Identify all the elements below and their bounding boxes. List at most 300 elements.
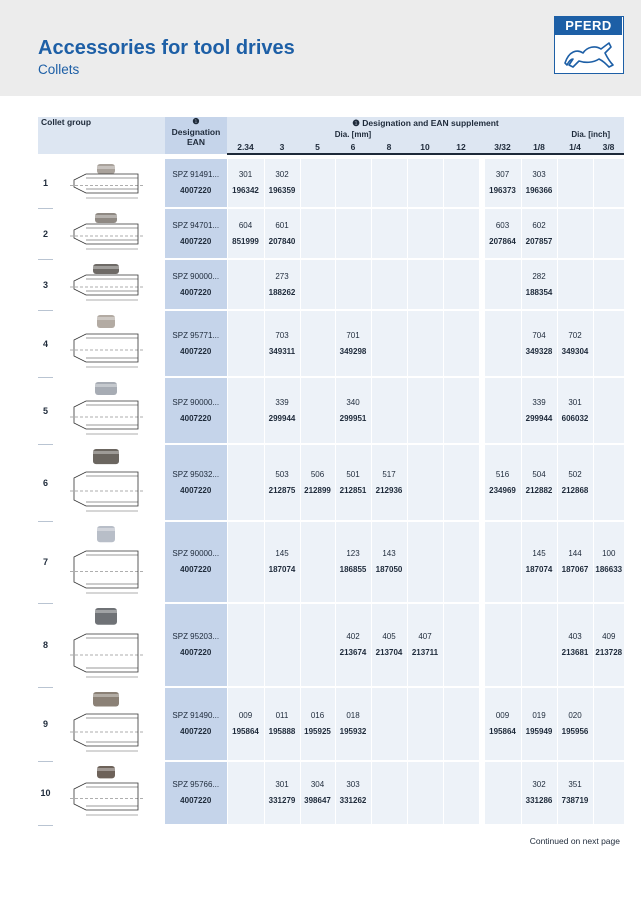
ean-suffix: 349311 — [268, 346, 296, 356]
designation-suffix: 018 — [346, 711, 360, 720]
ean-suffix: 212882 — [525, 485, 553, 495]
ean-suffix: 331279 — [268, 796, 296, 805]
designation-suffix — [301, 269, 335, 285]
inch-value-cell — [484, 521, 521, 603]
designation-suffix — [408, 777, 443, 793]
mm-value-cell — [443, 761, 479, 825]
ean-suffix — [594, 344, 625, 360]
ean-suffix — [301, 234, 335, 250]
inch-value-cell — [484, 259, 521, 310]
ean-suffix — [372, 724, 407, 740]
mm-value-cell — [443, 603, 479, 687]
ean-suffix — [301, 285, 335, 301]
col-header: 1/4 — [557, 141, 593, 154]
page-title: Accessories for tool drives — [38, 37, 295, 59]
mm-value-cell — [335, 259, 371, 310]
designation-suffix — [408, 218, 443, 234]
logo-text: PFERD — [555, 17, 622, 35]
ean-text: 4007220 — [180, 648, 212, 657]
collet-group-number: 10 — [38, 761, 53, 825]
designation-suffix — [558, 269, 593, 285]
col-header: 1/8 — [521, 141, 557, 154]
table-row — [38, 377, 624, 444]
ean-suffix: 187050 — [375, 565, 403, 574]
designation-cell — [165, 761, 227, 825]
horse-icon — [559, 37, 619, 71]
designation-suffix: 020 — [568, 711, 582, 720]
designation-suffix — [228, 269, 264, 285]
designation-suffix — [522, 629, 557, 645]
mm-value-cell — [407, 159, 443, 208]
ean-suffix — [444, 411, 480, 427]
designation-suffix — [558, 167, 593, 183]
col-header: 3/32 — [484, 141, 521, 154]
ean-suffix — [485, 344, 521, 360]
designation-suffix — [228, 777, 264, 793]
inch-value-cell — [593, 259, 624, 310]
designation-header: ❶ Designation EAN — [165, 117, 227, 154]
ean-suffix: 213674 — [339, 648, 367, 657]
ean-suffix — [444, 724, 480, 740]
page-header — [0, 0, 641, 96]
ean-suffix — [558, 234, 593, 250]
designation-suffix — [228, 467, 264, 483]
designation-suffix: 516 — [495, 469, 510, 479]
collet-group-number: 5 — [38, 377, 53, 444]
designation-suffix: 016 — [310, 711, 325, 720]
ean-suffix — [594, 285, 625, 301]
mm-value-cell — [443, 687, 479, 761]
ean-suffix — [485, 793, 521, 809]
ean-suffix — [594, 234, 625, 250]
collet-group-header: Collet group — [38, 117, 165, 154]
mm-value-cell — [371, 687, 407, 761]
ean-suffix — [408, 562, 443, 578]
ean-suffix — [485, 562, 521, 578]
ean-suffix: 195864 — [232, 727, 259, 736]
inch-value-cell — [484, 761, 521, 825]
ean-suffix — [408, 724, 443, 740]
table-body — [38, 154, 624, 825]
designation-cell — [165, 687, 227, 761]
ean-suffix — [408, 234, 443, 250]
ean-suffix — [372, 411, 407, 427]
mm-value-cell — [443, 310, 479, 377]
ean-suffix: 349298 — [339, 346, 367, 356]
ean-suffix — [408, 183, 443, 199]
designation-suffix — [372, 269, 407, 285]
ean-suffix — [372, 344, 407, 360]
ean-suffix — [444, 483, 480, 499]
designation-suffix: 602 — [532, 220, 546, 230]
designation-suffix: 506 — [310, 469, 325, 479]
mm-value-cell — [371, 603, 407, 687]
ean-suffix: 213728 — [595, 648, 623, 657]
table-row — [38, 259, 624, 310]
designation-suffix — [444, 629, 480, 645]
designation-suffix — [444, 269, 480, 285]
designation-suffix — [594, 395, 625, 411]
inch-value-cell — [557, 761, 593, 825]
designation-suffix — [301, 629, 335, 645]
mm-value-cell — [227, 310, 264, 377]
inch-value-cell — [484, 444, 521, 521]
ean-suffix — [372, 234, 407, 250]
mm-value-cell — [227, 603, 264, 687]
ean-suffix: 213711 — [411, 648, 439, 657]
inch-value-cell — [593, 208, 624, 259]
inch-value-cell — [521, 603, 557, 687]
collet-drawing — [53, 687, 165, 761]
ean-suffix — [228, 344, 264, 360]
inch-value-cell — [557, 159, 593, 208]
designation-cell — [165, 377, 227, 444]
designation-suffix — [228, 546, 264, 562]
inch-value-cell — [557, 259, 593, 310]
ean-suffix — [444, 562, 480, 578]
mm-value-cell — [300, 521, 335, 603]
ean-suffix: 187074 — [268, 565, 296, 574]
mm-value-cell — [335, 603, 371, 687]
ean-suffix: 195888 — [268, 727, 296, 736]
ean-suffix — [228, 793, 264, 809]
ean-suffix — [228, 411, 264, 427]
designation-text: SPZ 90000... — [172, 397, 220, 407]
designation-cell — [165, 444, 227, 521]
mm-value-cell — [300, 208, 335, 259]
designation-suffix: 123 — [346, 549, 360, 558]
collet-drawing — [53, 761, 165, 825]
designation-suffix: 303 — [532, 170, 546, 179]
ean-suffix: 196342 — [232, 186, 259, 195]
designation-suffix — [485, 328, 521, 344]
designation-suffix: 503 — [275, 469, 289, 479]
mm-value-cell — [264, 377, 300, 444]
ean-suffix: 187074 — [525, 565, 553, 574]
ean-suffix: 212851 — [339, 485, 367, 495]
collet-group-number: 4 — [38, 310, 53, 377]
designation-text: SPZ 95766... — [172, 780, 220, 789]
designation-cell — [165, 310, 227, 377]
ean-suffix — [558, 285, 593, 301]
designation-suffix: 701 — [346, 330, 360, 340]
mm-value-cell — [300, 687, 335, 761]
ean-suffix — [594, 724, 625, 740]
mm-value-cell — [335, 687, 371, 761]
inch-value-cell — [557, 521, 593, 603]
ean-suffix — [336, 234, 371, 250]
collet-group-number: 8 — [38, 603, 53, 687]
designation-suffix: 282 — [532, 271, 546, 281]
mm-value-cell — [335, 521, 371, 603]
ean-suffix — [558, 183, 593, 199]
ean-suffix — [408, 411, 443, 427]
collet-drawing — [53, 159, 165, 208]
designation-suffix — [372, 167, 407, 183]
designation-suffix — [408, 708, 443, 724]
designation-suffix — [228, 629, 264, 645]
mm-value-cell — [227, 208, 264, 259]
mm-value-cell — [264, 208, 300, 259]
ean-suffix: 349328 — [525, 346, 553, 356]
designation-suffix — [444, 167, 480, 183]
designation-suffix — [444, 218, 480, 234]
designation-suffix — [444, 395, 480, 411]
designation-text: SPZ 90000... — [172, 549, 220, 558]
designation-suffix — [408, 546, 443, 562]
inch-value-cell — [521, 761, 557, 825]
ean-suffix: 186855 — [339, 565, 367, 574]
designation-suffix — [485, 269, 521, 285]
mm-value-cell — [371, 444, 407, 521]
mm-value-cell — [300, 159, 335, 208]
collet-group-number: 3 — [38, 259, 53, 310]
ean-suffix — [408, 344, 443, 360]
ean-suffix: 331286 — [525, 796, 553, 805]
ean-suffix — [301, 344, 335, 360]
inch-value-cell — [484, 687, 521, 761]
col-header: 10 — [407, 141, 443, 154]
mm-value-cell — [371, 310, 407, 377]
ean-suffix: 299944 — [525, 413, 553, 423]
col-header: 6 — [335, 141, 371, 154]
ean-text: 4007220 — [180, 346, 212, 356]
designation-suffix: 409 — [602, 632, 616, 641]
ean-suffix: 196373 — [489, 186, 516, 195]
designation-suffix: 301 — [238, 170, 253, 179]
ean-suffix: 398647 — [304, 796, 331, 805]
inch-value-cell — [593, 521, 624, 603]
designation-suffix: 601 — [275, 220, 289, 230]
mm-value-cell — [407, 444, 443, 521]
designation-suffix: 339 — [275, 397, 289, 407]
mm-value-cell — [300, 761, 335, 825]
designation-suffix: 145 — [275, 549, 289, 558]
mm-value-cell — [443, 259, 479, 310]
ean-suffix — [594, 411, 625, 427]
ean-suffix — [408, 793, 443, 809]
designation-text: SPZ 94701... — [172, 220, 220, 230]
table-row — [38, 208, 624, 259]
designation-suffix — [444, 708, 480, 724]
designation-suffix: 144 — [568, 549, 582, 558]
designation-suffix — [228, 328, 264, 344]
mm-value-cell — [443, 208, 479, 259]
designation-suffix: 502 — [568, 469, 582, 479]
table-row — [38, 687, 624, 761]
mm-value-cell — [264, 310, 300, 377]
mm-value-cell — [407, 259, 443, 310]
ean-suffix — [444, 285, 480, 301]
ean-suffix: 213704 — [375, 648, 403, 657]
designation-suffix: 340 — [346, 397, 360, 407]
ean-text: 4007220 — [180, 236, 212, 246]
supplement-header: ❶ Designation and EAN supplement — [227, 117, 624, 129]
ean-suffix — [265, 645, 300, 661]
col-header: 8 — [371, 141, 407, 154]
designation-suffix: 504 — [532, 469, 546, 479]
collet-group-number: 2 — [38, 208, 53, 259]
ean-suffix: 195932 — [339, 727, 367, 736]
ean-text: 4007220 — [180, 485, 212, 495]
designation-suffix — [372, 708, 407, 724]
ean-text: 4007220 — [180, 413, 212, 423]
ean-suffix: 299944 — [268, 413, 296, 423]
designation-suffix: 302 — [275, 170, 289, 179]
mm-value-cell — [335, 377, 371, 444]
designation-suffix: 307 — [495, 170, 510, 179]
designation-suffix — [301, 328, 335, 344]
designation-suffix — [301, 546, 335, 562]
designation-suffix: 304 — [310, 780, 325, 789]
inch-value-cell — [484, 603, 521, 687]
designation-suffix — [336, 218, 371, 234]
designation-suffix — [408, 467, 443, 483]
mm-value-cell — [371, 377, 407, 444]
designation-suffix: 702 — [568, 330, 582, 340]
collet-table — [38, 117, 624, 826]
designation-suffix — [594, 708, 625, 724]
designation-suffix: 009 — [495, 711, 510, 720]
designation-suffix — [594, 218, 625, 234]
designation-suffix: 339 — [532, 397, 546, 407]
mm-value-cell — [264, 687, 300, 761]
ean-suffix: 207864 — [489, 236, 516, 246]
inch-value-cell — [484, 377, 521, 444]
mm-value-cell — [371, 159, 407, 208]
designation-suffix — [301, 167, 335, 183]
ean-text: 4007220 — [180, 796, 212, 805]
ean-suffix — [485, 285, 521, 301]
ean-suffix: 234969 — [489, 485, 516, 495]
ean-suffix: 187067 — [561, 565, 589, 574]
designation-suffix: 517 — [382, 469, 396, 479]
designation-text: SPZ 95032... — [172, 469, 220, 479]
collet-drawing — [53, 259, 165, 310]
ean-suffix — [408, 285, 443, 301]
ean-suffix — [301, 562, 335, 578]
designation-suffix: 703 — [275, 330, 289, 340]
table-row — [38, 521, 624, 603]
ean-text: 4007220 — [180, 727, 212, 736]
designation-suffix: 100 — [602, 549, 616, 558]
designation-suffix — [485, 395, 521, 411]
mm-value-cell — [300, 603, 335, 687]
designation-suffix — [372, 777, 407, 793]
ean-suffix — [522, 645, 557, 661]
col-header: 3/8 — [593, 141, 624, 154]
ean-suffix — [444, 793, 480, 809]
table-header — [38, 117, 624, 154]
mm-value-cell — [335, 208, 371, 259]
designation-suffix: 351 — [568, 780, 582, 789]
inch-value-cell — [521, 687, 557, 761]
designation-suffix — [301, 218, 335, 234]
ean-suffix — [444, 183, 480, 199]
ean-suffix: 207840 — [268, 236, 296, 246]
inch-value-cell — [593, 444, 624, 521]
designation-cell — [165, 159, 227, 208]
designation-suffix — [228, 395, 264, 411]
mm-value-cell — [407, 521, 443, 603]
mm-value-cell — [371, 761, 407, 825]
designation-suffix — [594, 167, 625, 183]
ean-suffix — [444, 234, 480, 250]
designation-suffix: 405 — [382, 632, 396, 641]
mm-value-cell — [227, 521, 264, 603]
ean-suffix — [372, 285, 407, 301]
mm-value-cell — [300, 259, 335, 310]
designation-suffix: 603 — [495, 220, 510, 230]
designation-suffix — [336, 167, 371, 183]
ean-suffix — [594, 793, 625, 809]
designation-text: SPZ 91490... — [172, 711, 220, 720]
col-header: 2.34 — [227, 141, 264, 154]
inch-value-cell — [521, 310, 557, 377]
mm-value-cell — [227, 377, 264, 444]
inch-header: Dia. [inch] — [484, 129, 624, 141]
designation-suffix: 604 — [238, 220, 253, 230]
ean-suffix: 851999 — [232, 236, 259, 246]
designation-suffix — [408, 269, 443, 285]
designation-suffix — [485, 546, 521, 562]
inch-value-cell — [521, 259, 557, 310]
designation-suffix — [485, 629, 521, 645]
ean-suffix — [408, 483, 443, 499]
inch-value-cell — [557, 444, 593, 521]
mm-value-cell — [443, 444, 479, 521]
ean-suffix — [228, 483, 264, 499]
designation-suffix: 302 — [532, 780, 546, 789]
mm-value-cell — [407, 208, 443, 259]
designation-suffix — [444, 546, 480, 562]
ean-suffix: 207857 — [525, 236, 553, 246]
designation-suffix — [485, 777, 521, 793]
ean-suffix — [594, 183, 625, 199]
designation-suffix — [265, 629, 300, 645]
designation-suffix: 501 — [346, 469, 360, 479]
mm-value-cell — [264, 521, 300, 603]
inch-value-cell — [593, 687, 624, 761]
designation-suffix — [594, 777, 625, 793]
designation-suffix — [444, 467, 480, 483]
designation-suffix — [594, 328, 625, 344]
ean-suffix — [228, 645, 264, 661]
inch-value-cell — [521, 159, 557, 208]
collet-drawing — [53, 310, 165, 377]
ean-suffix: 195949 — [525, 727, 553, 736]
designation-suffix — [336, 269, 371, 285]
collet-drawing — [53, 208, 165, 259]
inch-value-cell — [484, 208, 521, 259]
designation-suffix: 301 — [275, 780, 289, 789]
inch-value-cell — [593, 159, 624, 208]
designation-suffix — [594, 467, 625, 483]
designation-suffix: 704 — [532, 330, 546, 340]
inch-value-cell — [484, 310, 521, 377]
designation-suffix: 303 — [346, 780, 360, 789]
designation-suffix — [301, 395, 335, 411]
designation-suffix — [372, 395, 407, 411]
mm-value-cell — [227, 444, 264, 521]
ean-suffix — [228, 562, 264, 578]
inch-value-cell — [593, 377, 624, 444]
designation-suffix: 407 — [418, 632, 432, 641]
designation-suffix — [408, 328, 443, 344]
mm-value-cell — [443, 159, 479, 208]
mm-value-cell — [227, 761, 264, 825]
pferd-logo — [554, 16, 624, 74]
